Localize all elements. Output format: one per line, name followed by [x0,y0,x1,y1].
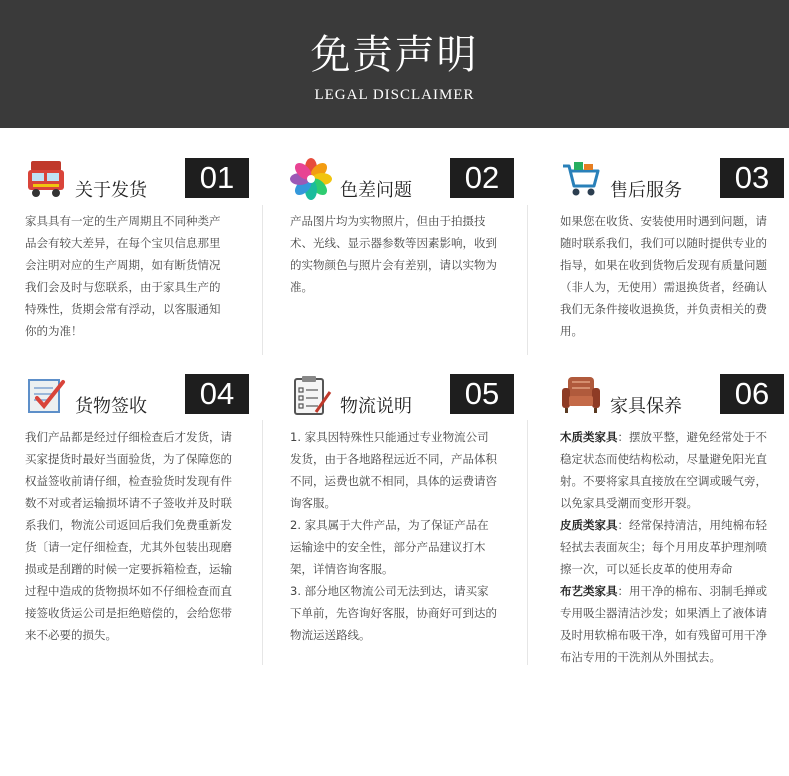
card-paragraph: 3. 部分地区物流公司无法到达，请买家下单前，先咨询好客服，协商好可到达的物流运送路线。 [290,584,497,642]
card-heading: 物流说明 [340,396,412,417]
shopping-cart-icon [560,158,602,200]
care-item-wood [560,426,768,514]
care-item-leather [560,514,768,580]
card-body [25,426,232,646]
card-number: 04 [185,374,249,414]
card-paragraph: 产品图片均为实物照片，但由于拍摄技术、光线、显示器参数等因素影响，收到的实物颜色与照片会有差别，请以实物为准。 [290,214,497,294]
card-heading: 家具保养 [610,396,682,417]
card-heading: 货物签收 [75,396,147,417]
care-item-text: ：经常保持清洁，用纯棉布轻轻拭去表面灰尘；每个月用皮革护理剂喷擦一次，可以延长皮革的使用寿命 [560,518,767,576]
checklist-icon [25,374,67,416]
column-divider [527,420,528,665]
care-item-label: 皮质类家具 [560,518,618,532]
card-body [290,426,500,646]
care-item-text: ：摆放平整，避免经常处于不稳定状态而使结构松动，尽量避免阳光直射。不要将家具直接放在空调或暖气旁，以免家具受潮而变形开裂。 [560,430,767,510]
card-paragraph: 家具具有一定的生产周期且不同种类产品会有较大差异，在每个宝贝信息那里会注明对应的生产周期，如有断货情况我们会及时与您联系，由于家具生产的特殊性，货期会常有浮动，以客服通知你的为准！ [25,214,221,338]
card-number: 02 [450,158,514,198]
card-number: 03 [720,158,784,198]
card-paragraph: 1. 家具因特殊性只能通过专业物流公司发货，由于各地路程远近不同，产品体积不同，运费也就不相同，具体的运费请咨询客服。 [290,430,497,510]
column-divider [262,205,263,355]
delivery-truck-icon [25,158,67,200]
column-divider [262,420,263,665]
card-heading: 色差问题 [340,180,412,201]
card-number: 06 [720,374,784,414]
page-subtitle: LEGAL DISCLAIMER [314,87,475,103]
card-body [560,426,768,668]
card-paragraph: 我们产品都是经过仔细检查后才发货，请买家提货时最好当面验货，为了保障您的权益签收前请仔细，检查验货时发现有件数不对或者运输损坏请不子签收并及时联系我们，物流公司返回后我们免费重新发货〔请一定仔细检查，尤其外包装出现磨损或是刮蹭的时候一定要拆箱检查，运输过程中造成的货物损坏如不仔细检查而直接签收货运公司是拒绝赔偿的，会给您带来不必要的损失。 [25,430,232,642]
care-item-fabric [560,580,768,668]
card-number: 05 [450,374,514,414]
page-header [0,0,789,128]
card-body [25,210,230,342]
care-item-label: 木质类家具 [560,430,618,444]
armchair-icon [560,374,602,416]
card-number: 01 [185,158,249,198]
column-divider [527,205,528,355]
color-wheel-icon [290,158,332,200]
care-item-label: 布艺类家具 [560,584,618,598]
card-heading: 关于发货 [75,180,147,201]
care-item-text: ：用干净的棉布、羽制毛掸或专用吸尘器清洁沙发；如果洒上了液体请及时用软棉布吸干净，如有残留可用干净布沾专用的干洗剂从外围拭去。 [560,584,767,664]
page-title: 免责声明 [310,32,479,78]
clipboard-icon [290,374,332,416]
card-body [560,210,770,342]
card-body [290,210,500,298]
card-paragraph: 如果您在收货、安装使用时遇到问题，请随时联系我们，我们可以随时提供专业的指导，如果在收到货物后发现有质量问题（非人为，无使用）需退换货者，经确认我们无条件接收退换货，并负责相关的费用。 [560,214,767,338]
card-paragraph: 2. 家具属于大件产品，为了保证产品在运输途中的安全性，部分产品建议打木架，详情咨询客服。 [290,518,489,576]
card-heading: 售后服务 [610,180,682,201]
